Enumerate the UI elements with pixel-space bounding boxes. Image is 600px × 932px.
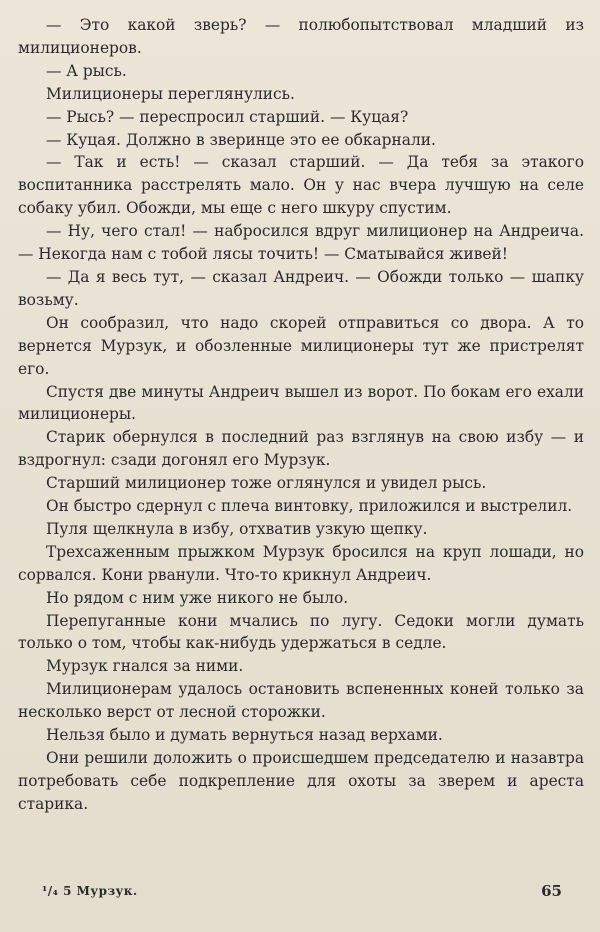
paragraph: Он сообразил, что надо скорей отправиться со двора. А то вернется Мурзук, и обозленные милиционеры тут же пристрелят его. [18,313,584,378]
printer-signature: ¹/₄ 5 Мурзук. [42,884,138,898]
paragraph: — А рысь. [46,61,127,80]
paragraph: — Ну, чего стал! — набросился вдруг милиционер на Андреича. — Некогда нам с тобой лясы точить! — Сматывайся живей! [18,222,584,264]
paragraph: — Так и есть! — сказал старший. — Да тебя за этакого воспитанника расстрелять мало. Он у нас вчера лучшую на селе собаку убил. Обожди, мы еще с него шкуру спустим. [18,153,584,218]
paragraph: Они решили доложить о происшедшем председателю и назавтра потребовать себе подкрепление для охоты за зверем и ареста старика. [18,749,584,813]
paragraph: Милиционерам удалось остановить вспененных коней только за несколько верст от лесной сторожки. [18,680,584,722]
paragraph: Но рядом с ним уже никого не было. [46,588,349,607]
paragraph: Старший милиционер тоже оглянулся и увидел рысь. [46,474,487,493]
page-text [18,14,584,816]
paragraph: Трехсаженным прыжком Мурзук бросился на круп лошади, но сорвался. Кони рванули. Что-то крикнул Андреич. [18,542,584,584]
paragraph: Мурзук гнался за ними. [46,657,244,676]
paragraph: Перепуганные кони мчались по лугу. Седоки могли думать только о том, чтобы как-нибудь удержаться в седле. [18,611,584,653]
paragraph: Милиционеры переглянулись. [46,84,295,103]
paragraph: — Куцая. Должно в зверинце это ее обкарнали. [46,130,436,149]
paragraph: Пуля щелкнула в избу, отхватив узкую щепку. [46,519,428,538]
page-footer [0,884,600,908]
page-number: 65 [541,882,562,900]
paragraph: — Это какой зверь? — полюбопытствовал младший из милиционеров. [18,16,584,57]
paragraph: Старик обернулся в последний раз взглянув на свою избу — и вздрогнул: сзади догонял его Мурзук. [18,428,584,470]
paragraph: Спустя две минуты Андреич вышел из ворот. По бокам его ехали милиционеры. [18,382,584,424]
paragraph: Нельзя было и думать вернуться назад верхами. [46,726,443,745]
paragraph: — Рысь? — переспросил старший. — Куцая? [46,107,409,126]
paragraph: — Да я весь тут, — сказал Андреич. — Обожди только — шапку возьму. [18,267,584,309]
paragraph: Он быстро сдернул с плеча винтовку, приложился и выстрелил. [46,497,573,516]
